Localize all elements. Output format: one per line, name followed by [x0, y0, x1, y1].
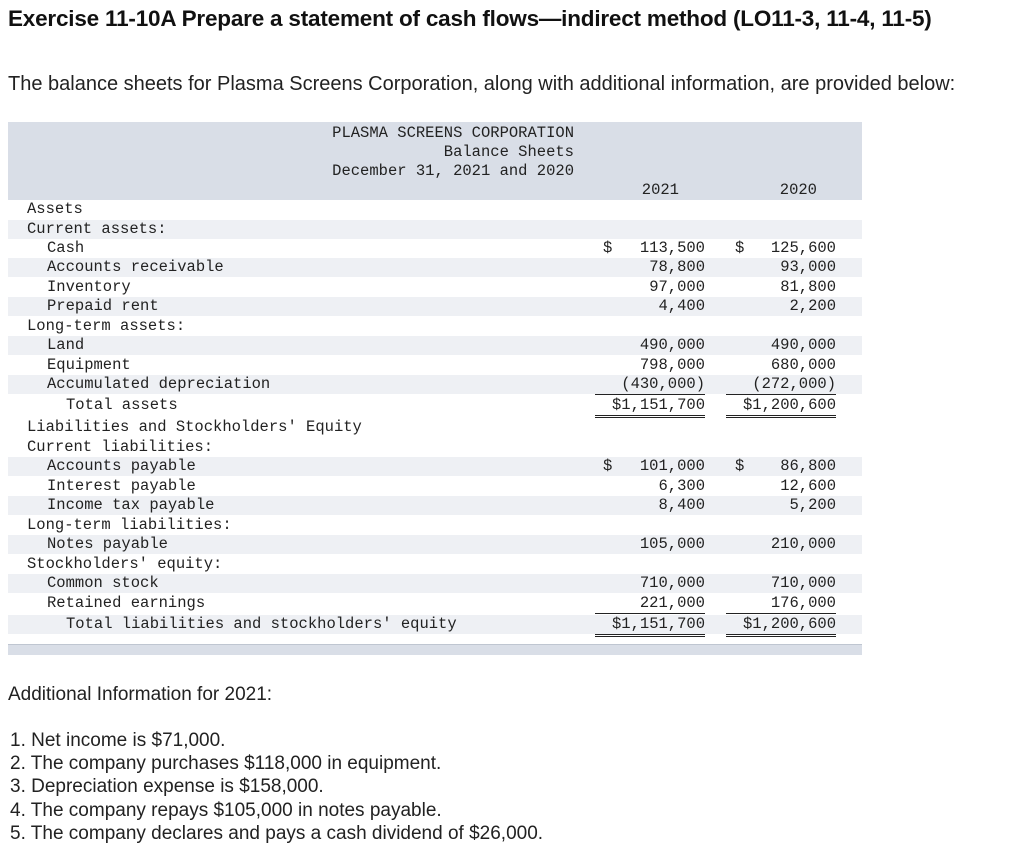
table-row [8, 375, 862, 394]
value-2020: 125,600 [770, 239, 836, 257]
row-label: Land [47, 336, 85, 354]
value-2021: 101,000 [639, 457, 705, 475]
balance-sheet-header [8, 122, 862, 200]
value-2020: 12,600 [780, 477, 836, 495]
list-item: 1. Net income is $71,000. [10, 730, 226, 751]
value-2020: 86,800 [780, 457, 836, 475]
table-row [8, 317, 862, 336]
additional-info-title: Additional Information for 2021: [8, 684, 273, 705]
value-2021: 78,800 [649, 258, 705, 276]
value-2021: 4,400 [658, 297, 705, 315]
table-row [8, 438, 862, 457]
list-item: 4. The company repays $105,000 in notes payable. [10, 799, 442, 821]
total-label: Total assets [66, 396, 178, 414]
total-2020: $1,200,600 [726, 615, 836, 637]
value-2020: 210,000 [770, 535, 836, 553]
section-heading: Stockholders' equity: [27, 555, 223, 573]
row-label: Interest payable [47, 477, 196, 495]
value-2020: 490,000 [770, 336, 836, 354]
list-item: 3. Depreciation expense is $158,000. [10, 776, 324, 798]
table-row [8, 574, 862, 593]
exercise-title: Exercise 11-10A Prepare a statement of cash flows—indirect method (LO11-3, 11-4, 11-5) [8, 6, 932, 31]
statement-date: December 31, 2021 and 2020 [332, 162, 574, 180]
additional-info-list [10, 729, 543, 845]
dollar-sign: $ [603, 457, 613, 475]
column-header-2020: 2020 [779, 181, 817, 199]
column-header-2021: 2021 [641, 181, 679, 199]
value-2020: (272,000) [726, 375, 836, 395]
value-2020: 2,200 [789, 297, 836, 315]
table-footer-bar [8, 644, 862, 655]
value-2021: 113,500 [639, 239, 705, 257]
section-heading: Long-term assets: [27, 317, 186, 335]
total-2021: $1,151,700 [595, 396, 705, 418]
value-2021: 490,000 [639, 336, 705, 354]
table-row [8, 396, 862, 415]
row-label: Inventory [47, 278, 131, 296]
table-row [8, 516, 862, 535]
table-row [8, 220, 862, 239]
value-2021: 97,000 [649, 278, 705, 296]
section-heading: Current assets: [27, 220, 167, 238]
value-2021: 221,000 [595, 594, 705, 614]
table-row [8, 477, 862, 496]
company-name: PLASMA SCREENS CORPORATION [332, 124, 574, 142]
table-row [8, 418, 862, 437]
table-row [8, 336, 862, 355]
table-row [8, 258, 862, 277]
table-row [8, 535, 862, 554]
table-row [8, 496, 862, 515]
table-row [8, 594, 862, 613]
section-heading: Liabilities and Stockholders' Equity [27, 418, 362, 436]
section-heading: Current liabilities: [27, 438, 214, 456]
table-row [8, 615, 862, 634]
value-2021: 798,000 [639, 356, 705, 374]
row-label: Accumulated depreciation [47, 375, 271, 393]
value-2020: 5,200 [789, 496, 836, 514]
table-row [8, 457, 862, 476]
table-row [8, 297, 862, 316]
row-label: Prepaid rent [47, 297, 159, 315]
row-label: Income tax payable [47, 496, 215, 514]
row-label: Retained earnings [47, 594, 206, 612]
value-2020: 680,000 [770, 356, 836, 374]
dollar-sign: $ [735, 239, 745, 257]
dollar-sign: $ [735, 457, 745, 475]
list-item: 2. The company purchases $118,000 in equipment. [10, 753, 442, 775]
total-2021: $1,151,700 [595, 615, 705, 637]
value-2020: 176,000 [726, 594, 836, 614]
row-label: Common stock [47, 574, 159, 592]
value-2021: 6,300 [658, 477, 705, 495]
row-label: Cash [47, 239, 85, 257]
row-label: Notes payable [47, 535, 168, 553]
value-2021: 710,000 [639, 574, 705, 592]
value-2021: 8,400 [658, 496, 705, 514]
row-label: Accounts payable [47, 457, 196, 475]
row-label: Accounts receivable [47, 258, 224, 276]
dollar-sign: $ [603, 239, 613, 257]
section-heading: Long-term liabilities: [27, 516, 232, 534]
intro-text: The balance sheets for Plasma Screens Corporation, along with additional information, are provided below: [8, 73, 956, 95]
statement-name: Balance Sheets [443, 143, 574, 161]
total-2020: $1,200,600 [726, 396, 836, 418]
list-item: 5. The company declares and pays a cash dividend of $26,000. [10, 822, 544, 844]
value-2020: 93,000 [780, 258, 836, 276]
value-2020: 81,800 [780, 278, 836, 296]
table-row [8, 200, 862, 219]
table-row [8, 555, 862, 574]
row-label: Equipment [47, 356, 131, 374]
total-label: Total liabilities and stockholders' equity [66, 615, 457, 633]
value-2021: (430,000) [595, 375, 705, 395]
balance-sheet-table [8, 122, 862, 655]
value-2021: 105,000 [639, 535, 705, 553]
table-row [8, 278, 862, 297]
value-2020: 710,000 [770, 574, 836, 592]
section-heading: Assets [27, 200, 83, 218]
table-row [8, 239, 862, 258]
table-row [8, 356, 862, 375]
